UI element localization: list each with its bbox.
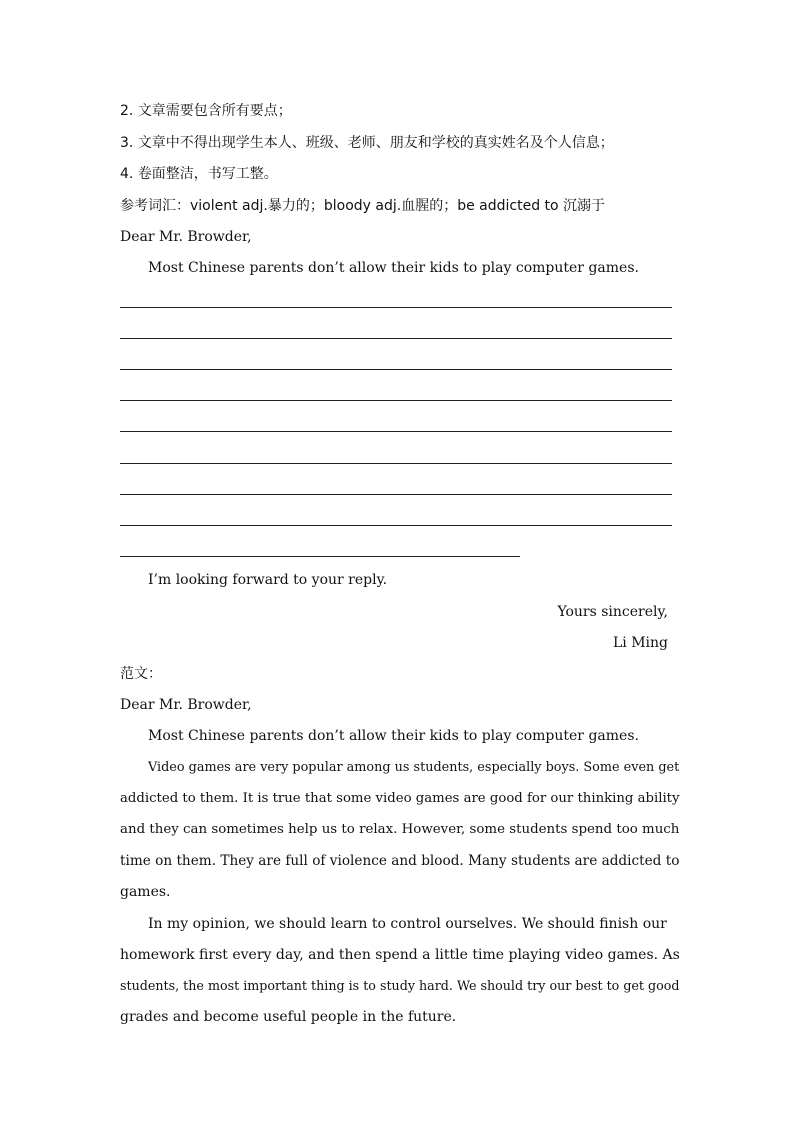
writing-line <box>120 463 672 464</box>
sample-para2-line: In my opinion, we should learn to control ourselves. We should finish our <box>148 916 667 932</box>
writing-line <box>120 369 672 370</box>
template-signoff: Yours sincerely, <box>557 604 668 620</box>
writing-line <box>120 400 672 401</box>
sample-para2-line: homework first every day, and then spend a little time playing video games. As <box>120 947 680 963</box>
template-opening: Most Chinese parents don’t allow their kids to play computer games. <box>148 260 639 276</box>
sample-heading: 范文： <box>120 666 162 682</box>
sample-para2-line: grades and become useful people in the future. <box>120 1009 457 1025</box>
writing-line <box>120 307 672 308</box>
sample-para1-line: Video games are very popular among us students, especially boys. Some even get <box>148 760 680 775</box>
writing-line <box>120 338 672 339</box>
template-salutation: Dear Mr. Browder, <box>120 229 252 245</box>
sample-para1-line: and they can sometimes help us to relax. However, some students spend too much <box>120 822 680 837</box>
sample-salutation: Dear Mr. Browder, <box>120 697 252 713</box>
writing-line <box>120 431 672 432</box>
template-closing: I’m looking forward to your reply. <box>148 572 388 588</box>
sample-opening: Most Chinese parents don’t allow their kids to play computer games. <box>148 728 639 744</box>
sample-para1-line: games. <box>120 884 171 900</box>
sample-para1-line: time on them. They are full of violence and blood. Many students are addicted to <box>120 853 680 869</box>
writing-line <box>120 525 672 526</box>
template-name: Li Ming <box>612 635 668 651</box>
vocabulary-hint: 参考词汇：violent adj.暴力的；bloody adj.血腥的；be addicted to 沉溺于 <box>120 198 606 214</box>
requirement-3: 3. 文章中不得出现学生本人、班级、老师、朋友和学校的真实姓名及个人信息； <box>120 135 614 151</box>
sample-para1-line: addicted to them. It is true that some video games are good for our thinking ability <box>120 791 680 806</box>
writing-line <box>120 556 520 557</box>
writing-line <box>120 494 672 495</box>
sample-para2-line: students, the most important thing is to study hard. We should try our best to get good <box>120 978 680 993</box>
requirement-2: 2. 文章需要包含所有要点； <box>120 103 292 119</box>
requirement-4: 4. 卷面整洁，书写工整。 <box>120 166 278 182</box>
